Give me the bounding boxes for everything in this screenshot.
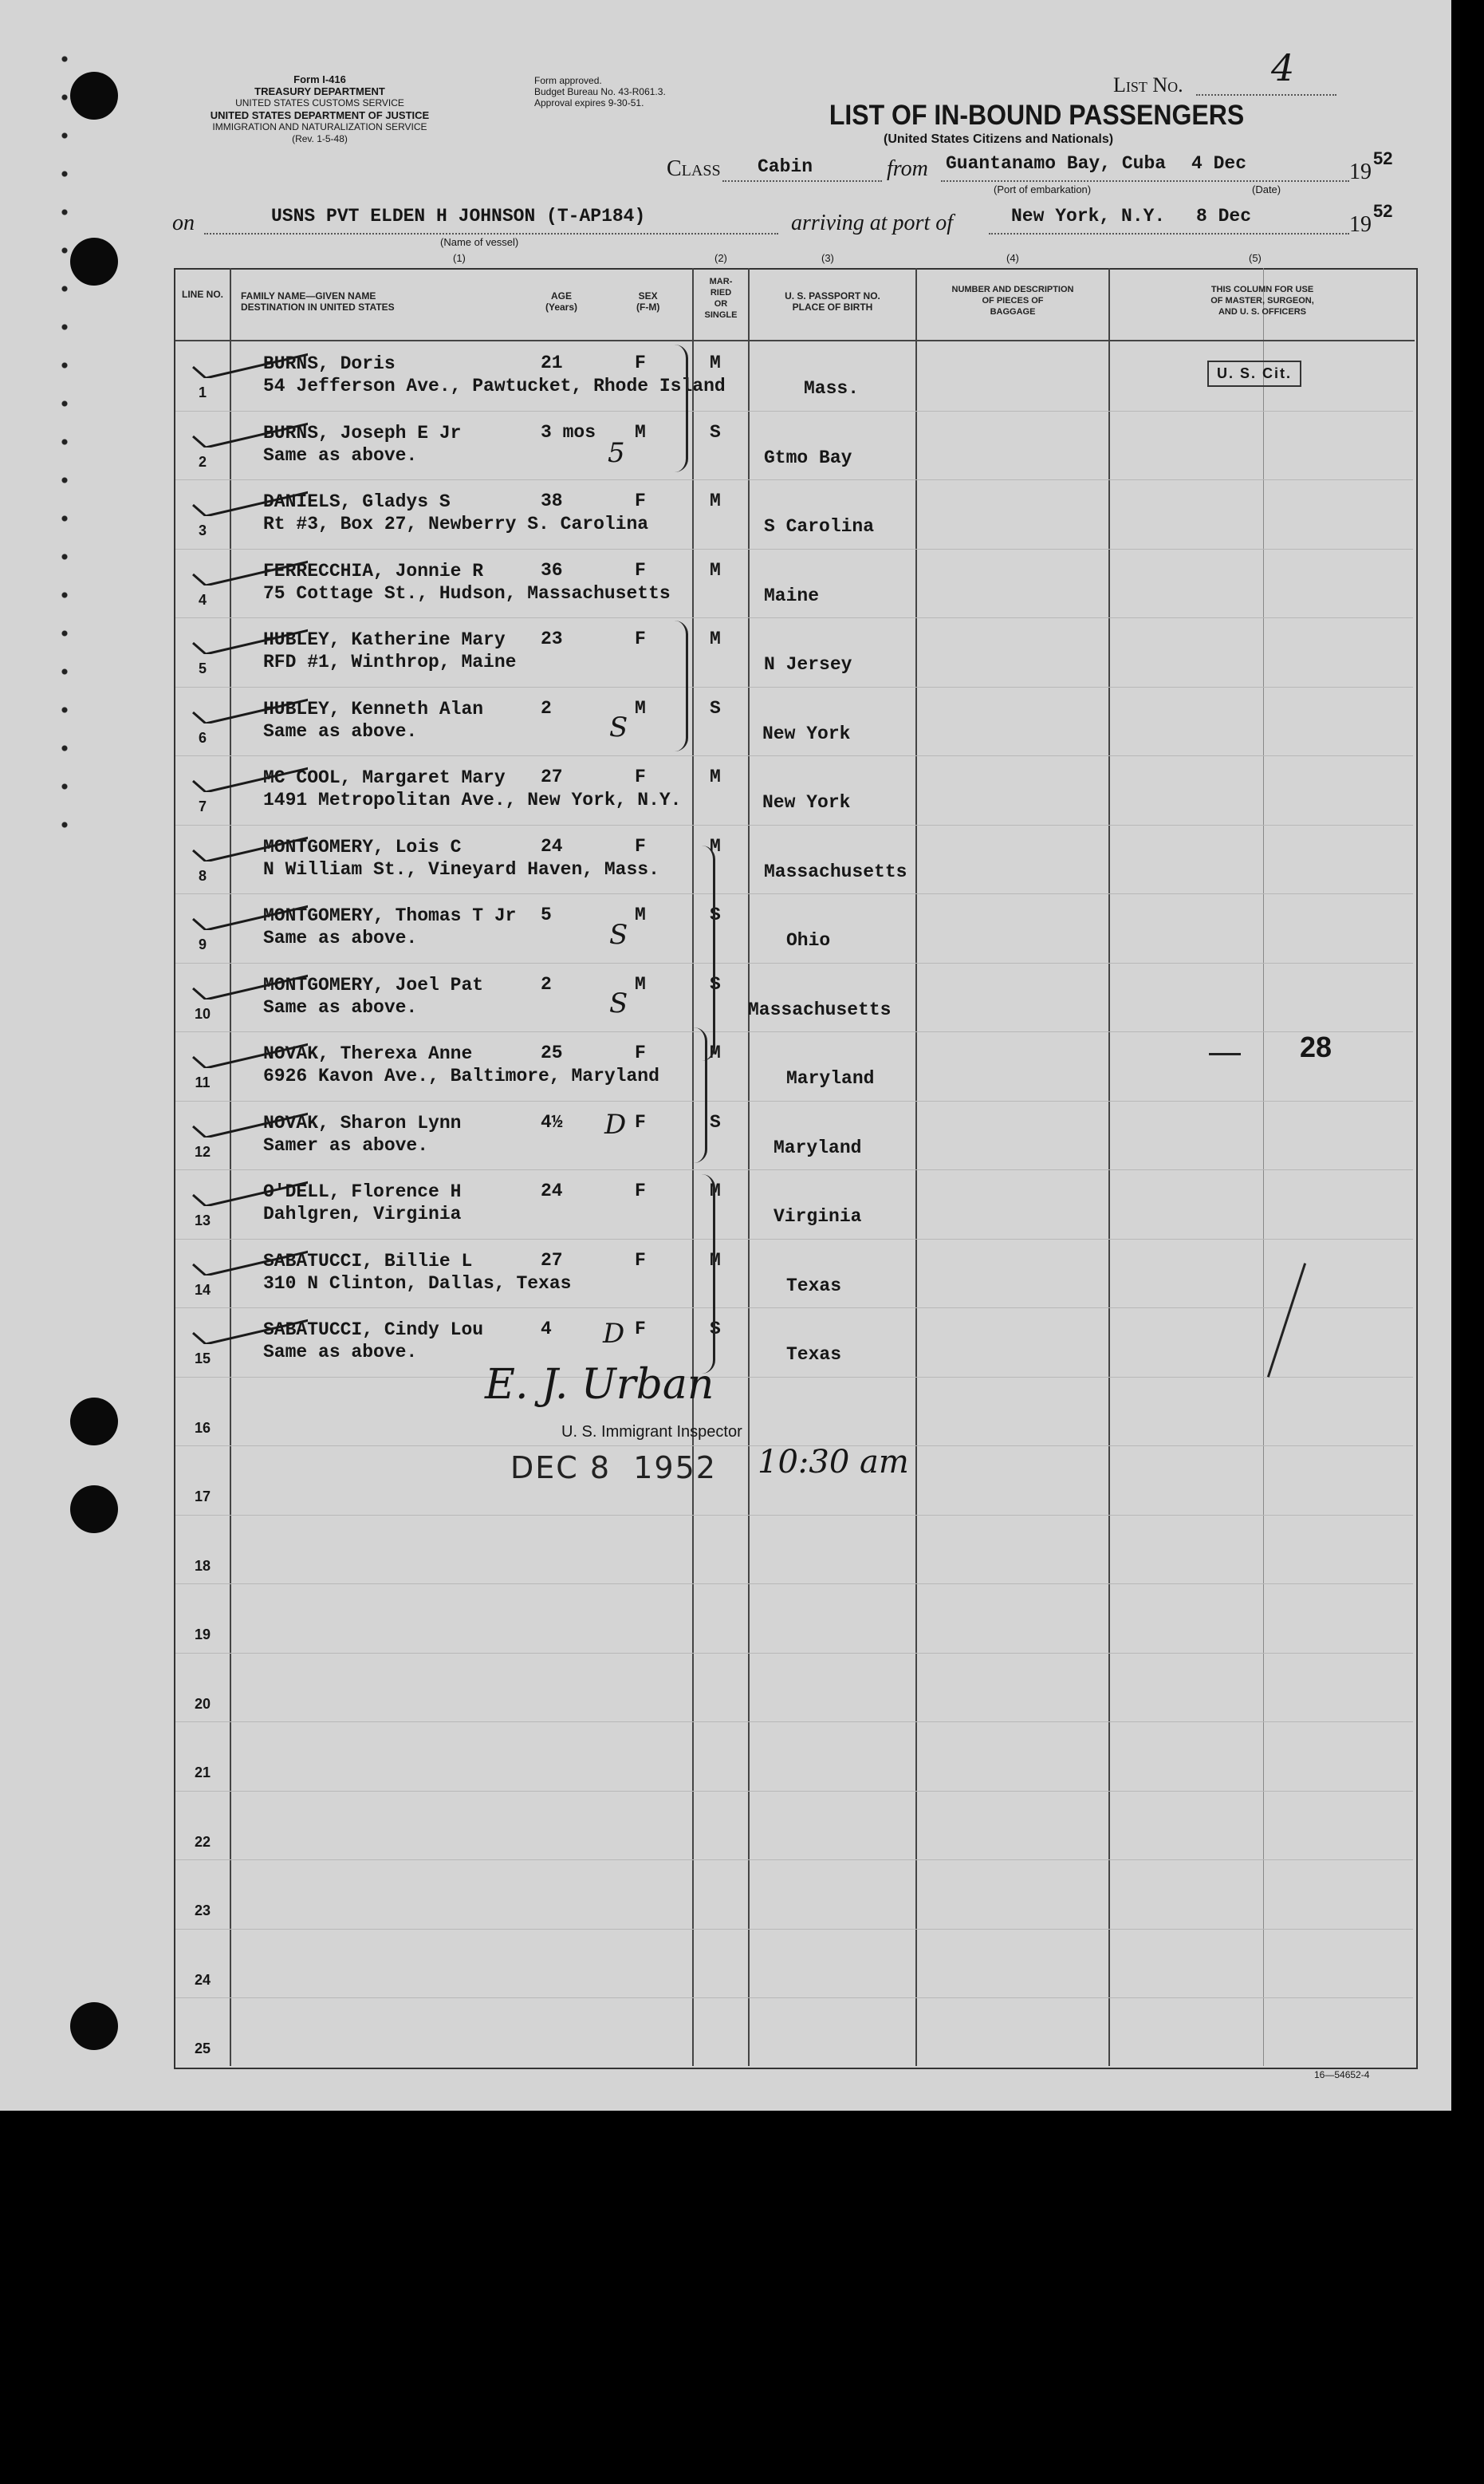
col-header-age-a: AGE <box>551 290 573 302</box>
vessel-caption: (Name of vessel) <box>440 236 519 248</box>
vessel-name: USNS PVT ELDEN H JOHNSON (T-AP184) <box>271 206 646 227</box>
col-divider <box>692 268 694 2066</box>
col-divider <box>748 268 750 2066</box>
checkmark-icon <box>188 1315 308 1344</box>
line-number: 14 <box>194 1281 211 1298</box>
customs-service: UNITED STATES CUSTOMS SERVICE <box>235 97 404 108</box>
passenger-sex: F <box>635 353 646 373</box>
passenger-place-of-birth: Maine <box>764 585 820 606</box>
passenger-name: SABATUCCI, Billie L <box>263 1250 473 1272</box>
col-divider <box>1108 268 1110 2066</box>
passenger-sex: F <box>635 1111 646 1133</box>
passenger-name: HUBLEY, Katherine Mary <box>263 629 506 650</box>
passenger-marital-status: M <box>710 629 721 649</box>
passenger-place-of-birth: Mass. <box>804 378 860 399</box>
line-number: 21 <box>194 1764 211 1780</box>
line-number: 19 <box>194 1626 211 1642</box>
checkmark-icon <box>188 487 308 516</box>
page-subtitle: (United States Citizens and Nationals) <box>884 132 1114 146</box>
passenger-place-of-birth: Virginia <box>773 1206 862 1227</box>
col-header-sex-b: (F-M) <box>636 302 660 313</box>
checkmark-icon <box>188 557 308 586</box>
passenger-marital-status: S <box>710 1319 721 1339</box>
checkmark-icon <box>188 763 308 792</box>
embarkation-date: 4 Dec <box>1191 153 1247 174</box>
passenger-name: MONTGOMERY, Joel Pat <box>263 974 484 996</box>
handwritten-mark: S <box>609 988 628 1019</box>
passenger-name: HUBLEY, Kenneth Alan <box>263 698 484 720</box>
family-brace <box>694 1027 707 1163</box>
passenger-marital-status: S <box>710 905 721 925</box>
list-no-line <box>1196 94 1336 96</box>
col-header-officers-a: THIS COLUMN FOR USE <box>1210 285 1314 294</box>
passenger-destination: 310 N Clinton, Dallas, Texas <box>263 1272 572 1294</box>
line-number: 12 <box>194 1143 211 1160</box>
passenger-place-of-birth: Massachusetts <box>764 861 907 882</box>
us-citizen-stamp: U. S. Cit. <box>1207 361 1301 387</box>
passenger-sex: M <box>635 905 646 925</box>
binder-hole <box>70 238 118 286</box>
col-header-name-a: FAMILY NAME—GIVEN NAME <box>241 290 376 302</box>
passenger-sex: F <box>635 491 646 511</box>
passenger-marital-status: M <box>710 835 721 857</box>
approval-line: Approval expires 9-30-51. <box>534 97 644 108</box>
passenger-destination: RFD #1, Winthrop, Maine <box>263 652 517 672</box>
passenger-destination: Rt #3, Box 27, Newberry S. Carolina <box>263 514 649 534</box>
line-number: 18 <box>194 1557 211 1574</box>
col-header-age-b: (Years) <box>545 302 578 313</box>
row-divider <box>175 1859 1413 1860</box>
passenger-name: MONTGOMERY, Lois C <box>263 836 462 858</box>
passenger-age: 2 <box>541 973 552 995</box>
binder-hole <box>70 1398 118 1445</box>
binder-hole <box>70 72 118 120</box>
line-number: 17 <box>194 1488 211 1504</box>
row-divider <box>175 825 1413 826</box>
family-brace <box>702 846 715 1061</box>
passenger-place-of-birth: New York <box>762 723 851 744</box>
passenger-marital-status: M <box>710 1249 721 1271</box>
passenger-place-of-birth: Texas <box>786 1275 842 1296</box>
passenger-marital-status: M <box>710 1181 721 1201</box>
year-prefix: 19 <box>1349 212 1372 237</box>
line-number: 24 <box>194 1971 211 1988</box>
checkmark-icon <box>188 349 308 378</box>
checkmark-icon <box>188 419 308 448</box>
passenger-name: O'DELL, Florence H <box>263 1181 462 1202</box>
passenger-destination: N William St., Vineyard Haven, Mass. <box>263 858 659 880</box>
row-divider <box>175 1997 1413 1998</box>
family-brace <box>675 621 688 751</box>
col-header-marital-c: OR <box>714 299 728 309</box>
column-number: (3) <box>821 252 834 264</box>
year-suffix: 52 <box>1373 201 1393 221</box>
passenger-place-of-birth: Maryland <box>773 1137 862 1158</box>
passenger-place-of-birth: Texas <box>786 1344 842 1365</box>
passenger-age: 24 <box>541 835 563 857</box>
checkmark-icon <box>188 833 308 862</box>
line-number: 25 <box>194 2040 211 2056</box>
col-header-officers <box>1115 284 1410 317</box>
passenger-age: 3 mos <box>541 421 596 443</box>
family-brace <box>675 345 688 472</box>
handwritten-mark: 5 <box>608 437 625 469</box>
row-divider <box>175 1031 1413 1032</box>
class-label: Class <box>667 156 721 181</box>
line-number: 22 <box>194 1833 211 1850</box>
passenger-name: NOVAK, Therexa Anne <box>263 1043 473 1064</box>
line-number: 2 <box>198 453 207 470</box>
dash-mark <box>1209 1053 1241 1055</box>
passenger-marital-status: M <box>710 353 721 373</box>
col-header-marital-a: MAR- <box>709 277 733 286</box>
passenger-destination: Same as above. <box>263 720 418 742</box>
col-header-officers-b: OF MASTER, SURGEON, <box>1210 296 1314 306</box>
passenger-age: 23 <box>541 629 563 649</box>
passenger-destination: Samer as above. <box>263 1134 429 1156</box>
arrival-port: New York, N.Y. <box>1011 206 1166 227</box>
col-header-passport-b: PLACE OF BIRTH <box>792 302 873 313</box>
passenger-sex: F <box>635 835 646 857</box>
vessel-line <box>204 233 778 235</box>
binder-hole <box>70 1485 118 1533</box>
passenger-marital-status: S <box>710 1111 721 1133</box>
row-divider <box>175 1791 1413 1792</box>
row-divider <box>175 1377 1413 1378</box>
passenger-place-of-birth: Gtmo Bay <box>764 447 852 468</box>
passenger-name: MC COOL, Margaret Mary <box>263 767 506 788</box>
passenger-destination: Same as above. <box>263 444 418 466</box>
passenger-age: 24 <box>541 1181 563 1201</box>
passenger-name: SABATUCCI, Cindy Lou <box>263 1319 484 1340</box>
year-prefix: 19 <box>1349 160 1372 184</box>
col-header-sex <box>636 290 659 313</box>
row-divider <box>175 1169 1413 1170</box>
approval-line: Budget Bureau No. 43-R061.3. <box>534 86 666 97</box>
passenger-name: BURNS, Joseph E Jr <box>263 422 462 444</box>
line-number: 23 <box>194 1902 211 1918</box>
col-header-marital-d: SINGLE <box>704 310 738 320</box>
line-number: 5 <box>198 660 207 676</box>
arrival-line <box>989 233 1349 235</box>
form-number: Form I-416 <box>293 73 346 85</box>
passenger-age: 36 <box>541 559 563 581</box>
passenger-name: FERRECCHIA, Jonnie R <box>263 560 484 582</box>
family-brace <box>702 1174 715 1374</box>
checkmark-icon <box>188 1247 308 1276</box>
checkmark-icon <box>188 695 308 724</box>
passenger-destination: Same as above. <box>263 1342 418 1362</box>
row-divider <box>175 1721 1413 1722</box>
port-of-embarkation: Guantanamo Bay, Cuba <box>946 153 1167 174</box>
passenger-destination: 54 Jefferson Ave., Pawtucket, Rhode Island <box>263 376 726 396</box>
col-header-passport-a: U. S. PASSPORT NO. <box>785 290 880 302</box>
col-header-age <box>545 290 577 313</box>
passenger-name: MONTGOMERY, Thomas T Jr <box>263 905 517 926</box>
col-header-name-b: DESTINATION IN UNITED STATES <box>241 302 395 313</box>
line-number: 9 <box>198 936 207 952</box>
handwritten-mark: D <box>604 1109 627 1141</box>
passenger-age: 38 <box>541 491 563 511</box>
row-divider <box>175 755 1413 756</box>
col-header-marital-b: RIED <box>710 288 732 298</box>
arrival-date: 8 Dec <box>1196 206 1252 227</box>
passenger-marital-status: S <box>710 697 721 719</box>
line-number: 15 <box>194 1350 211 1366</box>
binder-hole <box>70 2002 118 2050</box>
line-number: 20 <box>194 1695 211 1712</box>
list-no-value: 4 <box>1271 46 1295 89</box>
passenger-age: 27 <box>541 1249 563 1271</box>
line-number: 1 <box>198 384 207 400</box>
col-header-line: LINE NO. <box>181 289 223 300</box>
line-number: 4 <box>198 591 207 608</box>
passenger-age: 4½ <box>541 1111 563 1133</box>
checkmark-icon <box>188 625 308 654</box>
handwritten-mark: S <box>609 919 628 951</box>
passenger-place-of-birth: Ohio <box>786 930 831 951</box>
row-divider <box>175 617 1413 618</box>
col-divider <box>230 268 231 2066</box>
class-line <box>722 180 882 182</box>
passenger-name: NOVAK, Sharon Lynn <box>263 1112 462 1134</box>
column-number: (5) <box>1249 252 1262 264</box>
class-value: Cabin <box>758 156 813 177</box>
treasury-dept: TREASURY DEPARTMENT <box>254 85 385 97</box>
col-header-baggage-a: NUMBER AND DESCRIPTION <box>951 285 1074 294</box>
agency-block <box>172 73 467 145</box>
passenger-place-of-birth: Maryland <box>786 1068 875 1089</box>
handwritten-mark: S <box>609 712 628 743</box>
passenger-marital-status: S <box>710 973 721 995</box>
row-divider <box>175 893 1413 894</box>
line-number: 3 <box>198 522 207 538</box>
passenger-destination: 75 Cottage St., Hudson, Massachusetts <box>263 582 671 604</box>
row-divider <box>175 1307 1413 1308</box>
line-number: 6 <box>198 729 207 746</box>
passenger-sex: F <box>635 559 646 581</box>
col-header-marital <box>697 276 745 321</box>
inspector-signature: E. J. Urban <box>485 1361 714 1409</box>
page-title: LIST OF IN-BOUND PASSENGERS <box>829 99 1245 131</box>
checkmark-icon <box>188 1109 308 1138</box>
column-number: (4) <box>1006 252 1019 264</box>
passenger-total: 28 <box>1300 1031 1332 1063</box>
row-divider <box>175 549 1413 550</box>
line-number: 16 <box>194 1419 211 1436</box>
line-number: 11 <box>195 1074 211 1090</box>
year-suffix: 52 <box>1373 148 1393 168</box>
col-header-passport <box>754 290 911 313</box>
passenger-destination: Same as above. <box>263 928 418 948</box>
passenger-destination: Dahlgren, Virginia <box>263 1204 462 1224</box>
arriving-label: arriving at port of <box>791 211 954 235</box>
line-number: 10 <box>194 1005 211 1022</box>
col-header-officers-c: AND U. S. OFFICERS <box>1218 307 1306 317</box>
col-header-baggage-b: OF PIECES OF <box>982 296 1044 306</box>
passenger-name: BURNS, Doris <box>263 353 396 374</box>
row-divider <box>175 963 1413 964</box>
passenger-sex: M <box>635 973 646 995</box>
column-number: (1) <box>453 252 466 264</box>
passenger-name: DANIELS, Gladys S <box>263 491 451 512</box>
approval-line: Form approved. <box>534 75 602 86</box>
passenger-destination: Same as above. <box>263 996 418 1018</box>
passenger-age: 4 <box>541 1319 552 1339</box>
passenger-marital-status: M <box>710 491 721 511</box>
passenger-table <box>174 268 1418 2069</box>
passenger-sex: F <box>635 1043 646 1063</box>
passenger-marital-status: M <box>710 559 721 581</box>
row-divider <box>175 479 1413 480</box>
row-divider <box>175 1929 1413 1930</box>
line-number: 13 <box>194 1212 211 1228</box>
passenger-place-of-birth: N Jersey <box>764 654 852 675</box>
row-divider <box>175 1239 1413 1240</box>
passenger-sex: F <box>635 1249 646 1271</box>
column-number: (2) <box>714 252 727 264</box>
ins-service: IMMIGRATION AND NATURALIZATION SERVICE <box>212 121 427 132</box>
row-divider <box>175 411 1413 412</box>
row-divider <box>175 1515 1413 1516</box>
from-label: from <box>887 156 928 181</box>
col-header-baggage-c: BAGGAGE <box>990 307 1036 317</box>
passenger-destination: 1491 Metropolitan Ave., New York, N.Y. <box>263 790 682 810</box>
checkmark-icon <box>188 1039 308 1068</box>
col-header-baggage <box>922 284 1104 317</box>
checkmark-icon <box>188 1177 308 1206</box>
handwritten-mark: D <box>603 1318 625 1350</box>
col-divider <box>915 268 917 2066</box>
passenger-age: 2 <box>541 697 552 719</box>
checkmark-icon <box>188 901 308 930</box>
date-caption: (Date) <box>1252 183 1281 195</box>
passenger-place-of-birth: S Carolina <box>764 516 875 537</box>
approval-block <box>534 75 666 108</box>
row-divider <box>175 1653 1413 1654</box>
passenger-sex: F <box>635 629 646 649</box>
form-code: 16—54652-4 <box>1314 2069 1370 2080</box>
margin-perforation <box>59 40 70 838</box>
line-number: 7 <box>198 798 207 814</box>
passenger-age: 25 <box>541 1043 563 1063</box>
inspector-caption: U. S. Immigrant Inspector <box>561 1423 742 1441</box>
passenger-age: 21 <box>541 353 563 373</box>
on-label: on <box>172 211 195 235</box>
passenger-marital-status: M <box>710 1043 721 1063</box>
col-header-sex-a: SEX <box>638 290 658 302</box>
arrival-date-stamp: DEC 8 1952 <box>510 1450 717 1485</box>
arrival-time: 10:30 am <box>758 1444 909 1481</box>
revision: (Rev. 1-5-48) <box>292 133 348 144</box>
passenger-sex: F <box>635 1181 646 1201</box>
passenger-sex: M <box>635 697 646 719</box>
justice-dept: UNITED STATES DEPARTMENT OF JUSTICE <box>210 109 430 121</box>
checkmark-icon <box>188 971 308 1000</box>
passenger-place-of-birth: New York <box>762 792 851 813</box>
row-divider <box>175 687 1413 688</box>
passenger-marital-status: S <box>710 421 721 443</box>
passenger-sex: F <box>635 1319 646 1339</box>
col-divider <box>1263 268 1264 2066</box>
port-embark-caption: (Port of embarkation) <box>994 183 1092 195</box>
passenger-place-of-birth: Massachusetts <box>748 999 892 1020</box>
col-header-name <box>241 290 395 313</box>
row-divider <box>175 1101 1413 1102</box>
passenger-sex: M <box>635 421 646 443</box>
passenger-marital-status: M <box>710 767 721 787</box>
header-divider <box>175 340 1415 341</box>
line-number: 8 <box>198 867 207 884</box>
passenger-age: 5 <box>541 905 552 925</box>
passenger-sex: F <box>635 767 646 787</box>
row-divider <box>175 1583 1413 1584</box>
passenger-age: 27 <box>541 767 563 787</box>
list-no-label: List No. <box>1113 73 1183 97</box>
from-line <box>941 180 1349 182</box>
passenger-destination: 6926 Kavon Ave., Baltimore, Maryland <box>263 1066 659 1086</box>
